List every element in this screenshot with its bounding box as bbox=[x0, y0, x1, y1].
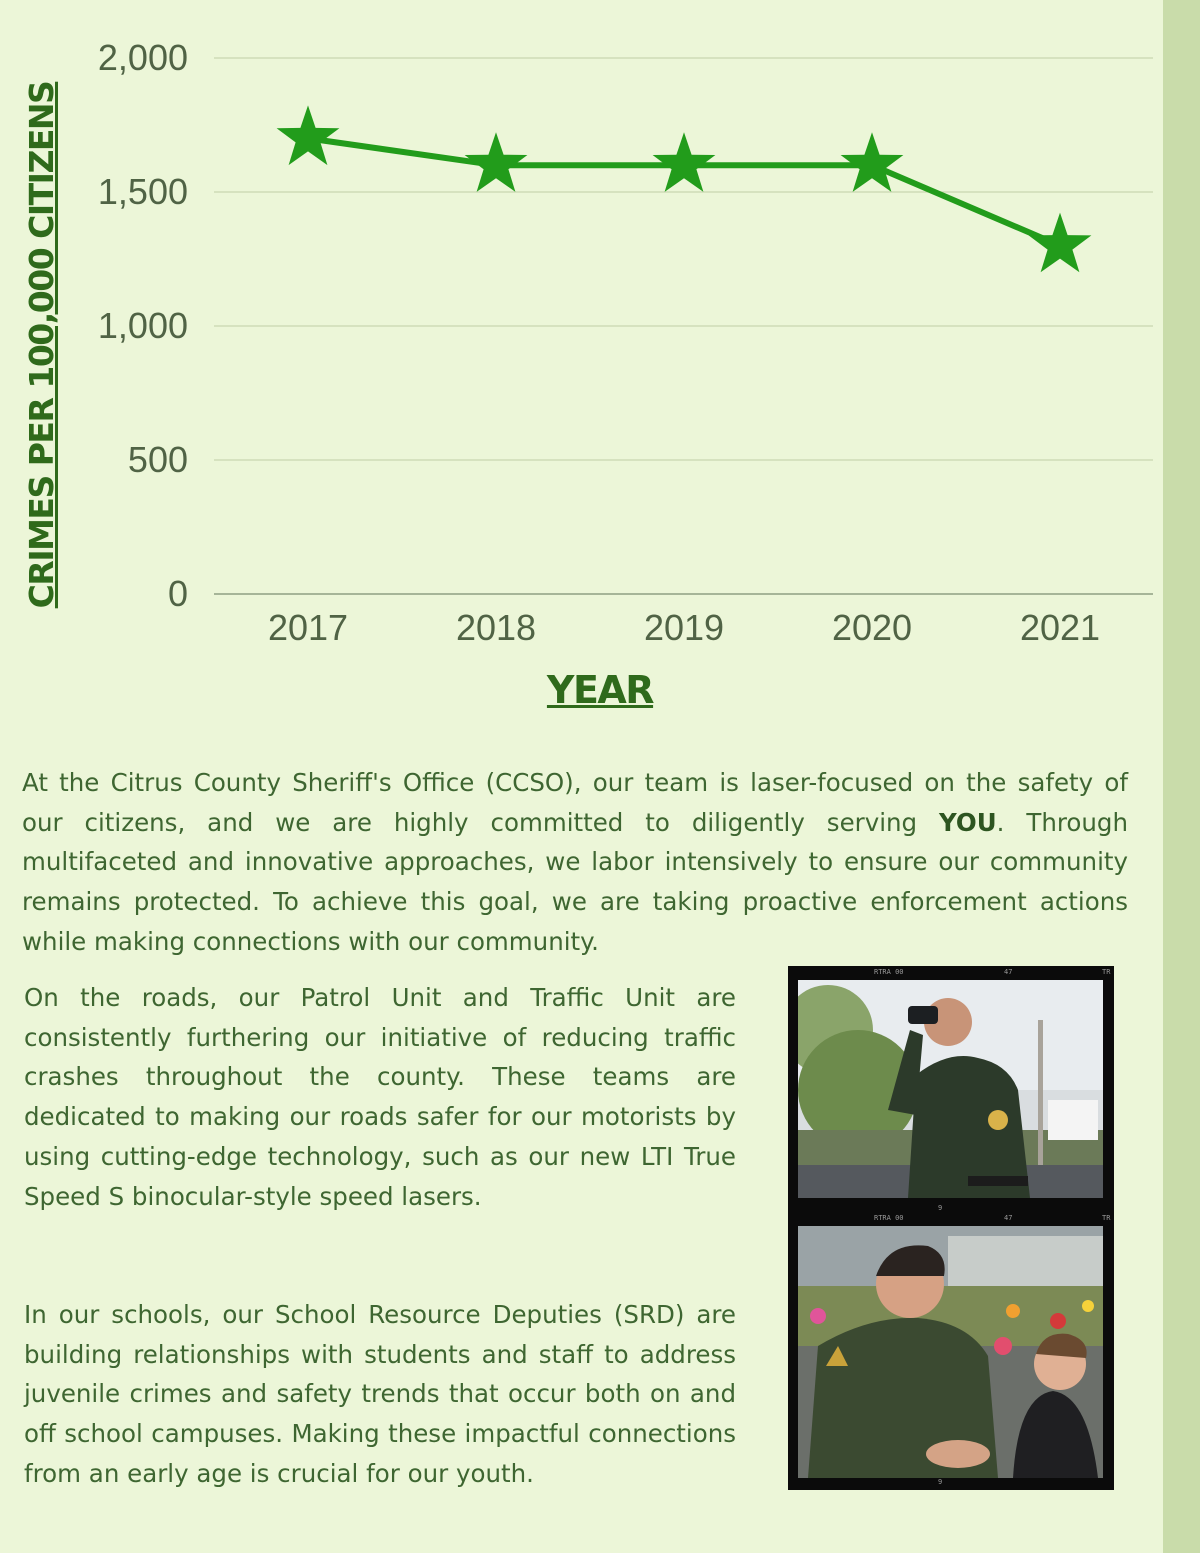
intro-text-start: At the Citrus County Sheriff's Office (CCSO), our team is laser-focused on the safety of our citizens, and we are highly committed to diligently serving bbox=[22, 768, 1128, 837]
side-strip bbox=[1163, 0, 1200, 1553]
x-tick-labels bbox=[268, 607, 1100, 648]
film-frame-mark-2: 9 bbox=[938, 1478, 943, 1486]
film-edge-code-2: RTRA 00 bbox=[874, 1214, 904, 1222]
film-frame-mark: 9 bbox=[938, 1204, 943, 1212]
x-tick-label: 2017 bbox=[267, 607, 349, 648]
x-tick-label: 2021 bbox=[1019, 607, 1101, 648]
y-tick-label: 0 bbox=[167, 573, 188, 614]
x-axis-title: YEAR bbox=[546, 668, 654, 712]
film-edge-top-2 bbox=[788, 1214, 1114, 1224]
film-edge-letters: TR bbox=[1102, 968, 1111, 976]
y-tick-label: 1,000 bbox=[97, 305, 188, 346]
photo-deputy-speed-laser bbox=[798, 980, 1103, 1198]
crime-rate-chart bbox=[0, 0, 1160, 730]
y-axis-title: CRIMES PER 100,000 CITIZENS bbox=[22, 81, 61, 609]
intro-text-end: . Through multifaceted and innovative approaches, we labor intensively to ensure our community remains protected. To achieve this goal, we are taking proactive enforcement actions while making connections with our community. bbox=[22, 807, 1128, 956]
x-tick-label: 2020 bbox=[831, 607, 913, 648]
film-frame-bottom bbox=[788, 1212, 1114, 1490]
film-edge-code: RTRA 00 bbox=[874, 968, 904, 976]
data-point-2019 bbox=[653, 132, 716, 192]
data-point-2021 bbox=[1029, 213, 1092, 273]
film-frame-top bbox=[788, 966, 1114, 1216]
x-tick-label: 2019 bbox=[643, 607, 725, 648]
roads-paragraph: On the roads, our Patrol Unit and Traffic Unit are consistently furthering our initiative of reducing traffic crashes throughout the county. These teams are dedicated to making our roads safer for our motorists by using cutting-edge technology, such as our new LTI True Speed S binocular-style speed lasers. bbox=[24, 983, 736, 1211]
film-edge-number-2: 47 bbox=[1004, 1214, 1013, 1222]
y-tick-label: 1,500 bbox=[97, 171, 188, 212]
film-edge-top bbox=[788, 968, 1114, 978]
data-point-2017 bbox=[277, 105, 340, 165]
photo-deputy-handshake bbox=[798, 1226, 1103, 1478]
x-tick-label: 2018 bbox=[455, 607, 537, 648]
star-markers bbox=[277, 105, 1092, 272]
film-edge-letters-2: TR bbox=[1102, 1214, 1111, 1222]
film-edge-number: 47 bbox=[1004, 968, 1013, 976]
y-tick-labels bbox=[98, 37, 188, 614]
schools-paragraph: In our schools, our School Resource Deputies (SRD) are building relationships with students and staff to address juvenile crimes and safety trends that occur both on and off school campuses. Making these impactful connections from an early age is crucial for our youth. bbox=[24, 1300, 736, 1488]
y-tick-label: 500 bbox=[127, 439, 188, 480]
y-tick-label: 2,000 bbox=[97, 37, 188, 78]
data-point-2020 bbox=[841, 132, 904, 192]
intro-paragraph bbox=[22, 763, 1128, 962]
intro-emphasis: YOU bbox=[939, 807, 997, 837]
